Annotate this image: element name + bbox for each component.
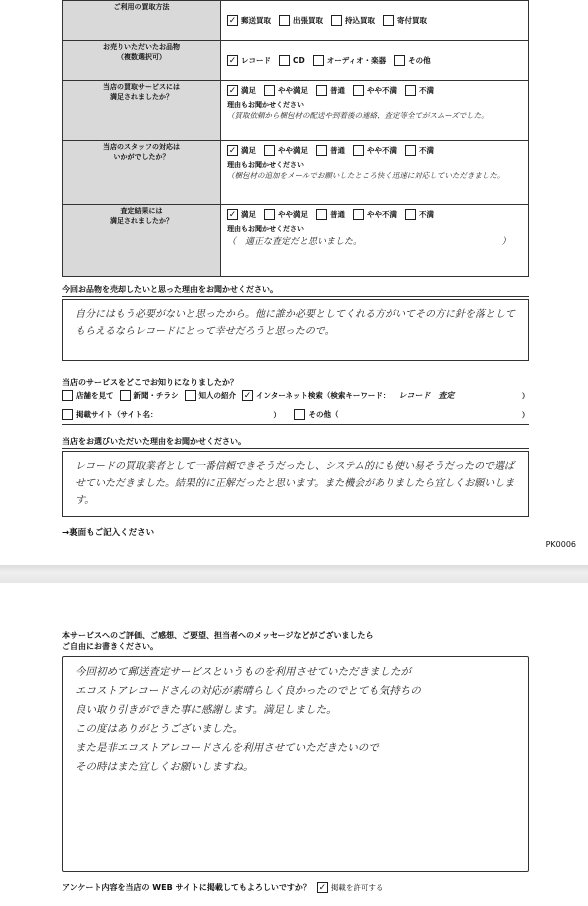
choose-reason-answer: レコードの買取業者として一番信頼できそうだったし、システム的にも使い易そうだったので選ばせていただきました。結果的に正解だったと思います。また機会がありましたら宜しくお願いします。	[75, 461, 515, 506]
choose-reason-title: 当店をお選びいただいた理由をお聞かせください。	[62, 437, 246, 446]
checkbox[interactable]	[383, 15, 394, 26]
checkbox[interactable]	[353, 145, 364, 156]
checkbox-checked[interactable]: ✓	[228, 56, 237, 66]
option-somewhat-dissatisfied[interactable]: やや不満	[353, 145, 397, 156]
checkbox[interactable]	[405, 145, 416, 156]
survey-table	[62, 0, 529, 277]
option-somewhat-dissatisfied[interactable]: やや不満	[353, 209, 397, 220]
comment-line: エコストアレコードさんの対応が素晴らしく良かったのでとても気持ちの	[75, 685, 421, 697]
option-listing-site[interactable]: 掲載サイト（サイト名：	[62, 409, 157, 420]
comments-title: 本サービスへのご評価、ご感想、ご要望、担当者へのメッセージなどがございましたら ご自由にお書きください。	[62, 631, 374, 651]
comment-line: また是非エコストアレコードさんを利用させていただきたいので	[75, 742, 379, 754]
question-appraisal-satisfaction: 査定結果には 満足されましたか？	[63, 205, 221, 277]
option-other-source[interactable]: その他（	[294, 409, 338, 420]
checkbox[interactable]	[294, 409, 305, 420]
reason-label: 理由もお聞かせください	[227, 101, 304, 109]
items-sold-options	[227, 55, 522, 66]
option-cd[interactable]: CD	[279, 55, 305, 66]
option-dissatisfied[interactable]: 不満	[405, 209, 434, 220]
option-satisfied[interactable]: ✓ 満足	[228, 210, 256, 220]
survey-page-back	[0, 583, 588, 906]
source-options-row	[62, 390, 529, 401]
option-somewhat-satisfied[interactable]: やや満足	[264, 85, 308, 96]
option-allow-publish[interactable]: ✓ 掲載を許可する	[318, 883, 384, 893]
staff-response-options	[227, 145, 522, 156]
option-store[interactable]: 店舗を見て	[62, 390, 114, 401]
source-options-row-2	[62, 409, 529, 420]
option-neutral[interactable]: 普通	[316, 209, 345, 220]
checkbox-checked[interactable]: ✓	[228, 210, 237, 220]
checkbox[interactable]	[316, 209, 327, 220]
option-carry-in-purchase[interactable]: 持込買取	[331, 15, 375, 26]
checkbox[interactable]	[279, 55, 290, 66]
option-satisfied[interactable]: ✓ 満足	[228, 146, 256, 156]
checkbox-checked[interactable]: ✓	[243, 391, 252, 401]
sell-reason-title: 今回お品物を売却したいと思った理由をお聞かせください。	[62, 285, 278, 294]
appraisal-satisfaction-options	[227, 209, 522, 220]
option-other[interactable]: その他	[394, 55, 431, 66]
publish-question: アンケート内容を当店の WEB サイトに掲載してもよろしいですか？	[62, 883, 311, 892]
divider	[62, 448, 529, 449]
checkbox[interactable]	[279, 15, 290, 26]
checkbox[interactable]	[120, 390, 131, 401]
option-record[interactable]: ✓ レコード	[228, 56, 271, 66]
option-mail-purchase[interactable]: ✓ 郵送買取	[228, 16, 271, 26]
checkbox[interactable]	[185, 390, 196, 401]
checkbox[interactable]	[62, 409, 73, 420]
checkbox[interactable]	[331, 15, 342, 26]
close-paren: ）	[273, 410, 281, 419]
option-somewhat-dissatisfied[interactable]: やや不満	[353, 85, 397, 96]
comments-answer-box[interactable]	[62, 656, 529, 872]
checkbox-checked[interactable]: ✓	[228, 16, 237, 26]
publish-permission-row	[62, 882, 529, 893]
comment-line: 今回初めて郵送査定サービスというものを利用させていただきましたが	[75, 666, 411, 678]
checkbox[interactable]	[264, 209, 275, 220]
back-side-note: →裏面もご記入ください	[62, 528, 155, 538]
checkbox[interactable]	[264, 85, 275, 96]
source-title: 当店のサービスをどこでお知りになりましたか？	[62, 378, 238, 387]
question-service-satisfaction: 当店の買取サービスには 満足されましたか？	[63, 81, 221, 141]
purchase-method-options	[227, 15, 522, 26]
checkbox-checked[interactable]: ✓	[228, 146, 237, 156]
checkbox[interactable]	[316, 145, 327, 156]
checkbox[interactable]	[264, 145, 275, 156]
checkbox-checked[interactable]: ✓	[228, 86, 237, 96]
checkbox[interactable]	[353, 209, 364, 220]
checkbox-checked[interactable]: ✓	[318, 883, 327, 893]
staff-reason-answer[interactable]: （梱包材の追加をメールでお願いしたところ快く迅速に対応していただきました。	[227, 171, 505, 180]
sell-reason-answer: 自分にはもう必要がないと思ったから。他に誰か必要としてくれる方がいてその方に針を落としてもらえるならレコードにとって幸せだろうと思ったので。	[75, 309, 515, 337]
option-somewhat-satisfied[interactable]: やや満足	[264, 209, 308, 220]
comment-line: その時はまた宜しくお願いしますね。	[75, 761, 254, 773]
page-gap	[0, 565, 588, 583]
reason-label: 理由もお聞かせください	[227, 161, 304, 169]
document-code: PK0006	[545, 540, 576, 549]
checkbox[interactable]	[62, 390, 73, 401]
option-satisfied[interactable]: ✓ 満足	[228, 86, 256, 96]
divider	[62, 296, 529, 297]
appraisal-reason-answer[interactable]: （ 適正な査定だと思いました。 ）	[227, 237, 511, 247]
close-paren: ）	[522, 391, 529, 400]
option-internet-search[interactable]: ✓ インターネット検索（検索キーワード：	[243, 391, 391, 401]
checkbox[interactable]	[353, 85, 364, 96]
service-reason-answer[interactable]: （買取依頼から梱包材の配送や到着後の連絡、査定等全てがスムーズでした。	[227, 111, 489, 120]
question-purchase-method: ご利用の買取方法	[63, 1, 221, 41]
checkbox[interactable]	[405, 85, 416, 96]
option-dissatisfied[interactable]: 不満	[405, 145, 434, 156]
option-visit-purchase[interactable]: 出張買取	[279, 15, 323, 26]
checkbox[interactable]	[313, 55, 324, 66]
comment-line: この度はありがとうございました。	[75, 723, 243, 735]
comment-line: 良い取り引きができた事に感謝します。満足しました。	[75, 704, 337, 716]
checkbox[interactable]	[394, 55, 405, 66]
option-dissatisfied[interactable]: 不満	[405, 85, 434, 96]
option-newspaper-flyer[interactable]: 新聞・チラシ	[120, 390, 179, 401]
option-neutral[interactable]: 普通	[316, 85, 345, 96]
choose-reason-answer-box[interactable]	[62, 451, 529, 517]
question-items-sold: お売りいただいたお品物 （複数選択可）	[63, 41, 221, 81]
question-staff-response: 当店のスタッフの対応は いかがでしたか？	[63, 141, 221, 205]
reason-label: 理由もお聞かせください	[227, 225, 304, 233]
option-audio-instrument[interactable]: オーディオ・楽器	[313, 55, 386, 66]
option-acquaintance[interactable]: 知人の紹介	[185, 390, 237, 401]
option-somewhat-satisfied[interactable]: やや満足	[264, 145, 308, 156]
search-keyword-answer[interactable]: レコード 査定	[398, 391, 455, 400]
divider	[62, 424, 529, 425]
close-paren: ）	[522, 410, 529, 419]
option-donation-purchase[interactable]: 寄付買取	[383, 15, 427, 26]
sell-reason-answer-box[interactable]	[62, 299, 529, 361]
checkbox[interactable]	[316, 85, 327, 96]
service-satisfaction-options	[227, 85, 522, 96]
option-neutral[interactable]: 普通	[316, 145, 345, 156]
checkbox[interactable]	[405, 209, 416, 220]
